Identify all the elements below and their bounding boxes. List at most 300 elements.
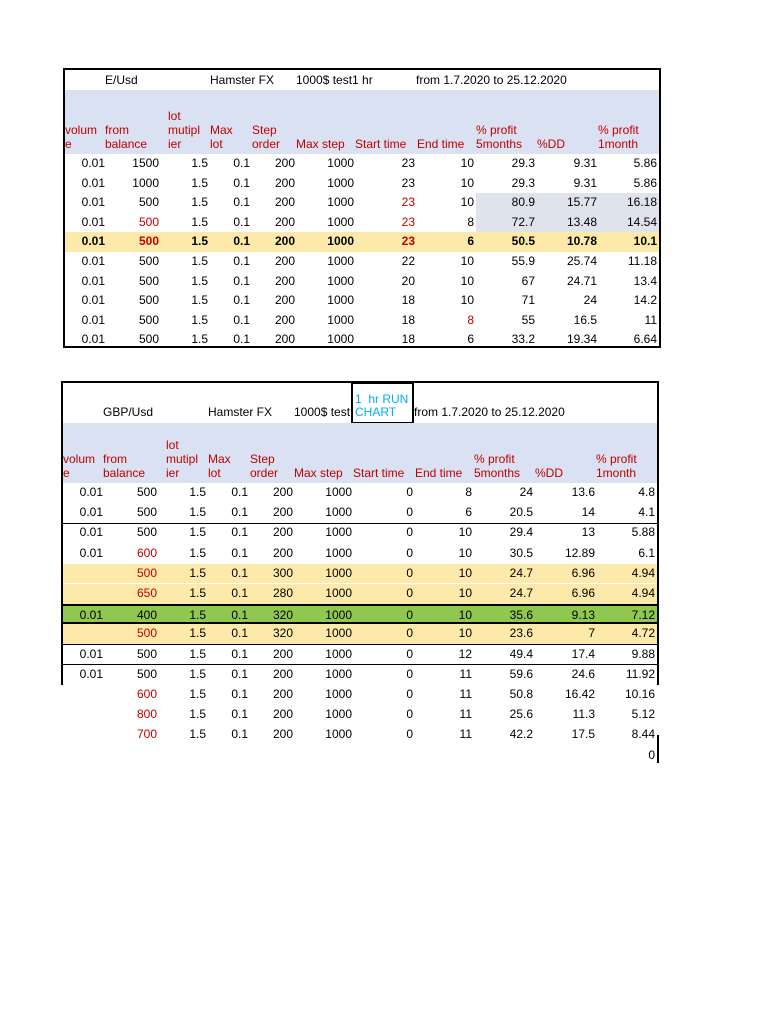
row-divider xyxy=(63,664,657,665)
cell-step-order: 200 xyxy=(274,175,295,190)
table1-pair-label: E/Usd xyxy=(105,73,138,87)
cell-start-time: 23 xyxy=(401,214,415,229)
cell-step-order: 200 xyxy=(274,214,295,229)
cell-end-time: 10 xyxy=(460,273,474,288)
gbpusd-table xyxy=(63,381,657,763)
cell-profit-5months: 23.6 xyxy=(509,626,533,641)
cell-profit-1month: 6.1 xyxy=(638,545,655,560)
cell-step-order: 200 xyxy=(274,312,295,327)
cell-step-order: 200 xyxy=(272,646,293,661)
cell-volume: 0.01 xyxy=(79,525,103,540)
cell-profit-1month: 14.54 xyxy=(626,214,657,229)
cell-end-time: 10 xyxy=(458,608,472,623)
cell-max-lot: 0.1 xyxy=(231,626,248,641)
cell-lot-multiplier: 1.5 xyxy=(191,273,208,288)
cell-from-balance: 700 xyxy=(136,727,157,742)
cell-lot-multiplier: 1.5 xyxy=(191,332,208,347)
cell-max-step: 1000 xyxy=(327,175,354,190)
table1-col-header-step-order: Step order xyxy=(252,123,281,151)
cell-profit-1month: 6.64 xyxy=(633,332,657,347)
cell-start-time: 18 xyxy=(401,293,415,308)
cell-profit-1month: 5.86 xyxy=(633,156,657,170)
cell-profit-5months: 71 xyxy=(521,293,535,308)
cell-start-time: 23 xyxy=(401,234,415,249)
cell-from-balance: 500 xyxy=(136,646,157,661)
cell-start-time: 0 xyxy=(406,485,413,499)
cell-volume: 0.01 xyxy=(81,312,105,327)
cell-max-lot: 0.1 xyxy=(231,666,248,681)
cell-max-step: 1000 xyxy=(327,254,354,268)
cell-max-step: 1000 xyxy=(327,312,354,327)
cell-start-time: 18 xyxy=(401,332,415,347)
cell-end-time: 10 xyxy=(458,525,472,540)
cell-end-time: 6 xyxy=(467,332,474,347)
cell-end-time: 6 xyxy=(465,505,472,520)
cell-max-step: 1000 xyxy=(325,727,352,742)
cell-volume: 0.01 xyxy=(81,254,105,268)
cell-dd: 6.96 xyxy=(571,586,595,600)
cell-step-order: 200 xyxy=(272,545,293,560)
table2-test-label: 1000$ test xyxy=(294,405,351,419)
cell-dd: 16.5 xyxy=(573,312,597,327)
cell-step-order: 200 xyxy=(274,195,295,210)
table1-title-row xyxy=(65,70,659,90)
cell-max-step: 1000 xyxy=(327,156,354,170)
cell-volume: 0.01 xyxy=(79,485,103,499)
cell-start-time: 0 xyxy=(406,525,413,540)
cell-end-time: 11 xyxy=(459,707,472,722)
table-row xyxy=(63,544,657,564)
cell-step-order: 300 xyxy=(272,565,293,580)
cell-profit-5months: 25.6 xyxy=(509,707,533,722)
cell-profit-1month: 10.1 xyxy=(633,234,657,249)
cell-lot-multiplier: 1.5 xyxy=(189,707,206,722)
table2-col-header-lot-multiplier: lot mutipl ier xyxy=(166,438,199,480)
cell-start-time: 23 xyxy=(401,175,415,190)
cell-max-lot: 0.1 xyxy=(233,234,250,249)
cell-dd: 17.4 xyxy=(571,646,595,661)
cell-profit-5months: 29.4 xyxy=(509,525,533,540)
table-row xyxy=(63,564,657,584)
table-row xyxy=(65,272,659,292)
cell-dd: 9.31 xyxy=(573,156,597,170)
cell-start-time: 0 xyxy=(406,545,413,560)
cell-step-order: 320 xyxy=(272,608,293,623)
cell-profit-1month: 9.88 xyxy=(631,646,655,661)
cell-max-step: 1000 xyxy=(327,234,354,249)
cell-max-lot: 0.1 xyxy=(233,254,250,268)
cell-end-time: 10 xyxy=(458,545,472,560)
cell-max-step: 1000 xyxy=(325,505,352,520)
cell-profit-1month: 7.12 xyxy=(631,608,655,623)
cell-start-time: 0 xyxy=(406,666,413,681)
table1-col-header-from-balance: from balance xyxy=(105,123,148,151)
table2-col-header-profit-5months: % profit 5months xyxy=(474,452,521,480)
cell-dd: 12.89 xyxy=(564,545,595,560)
table1-header xyxy=(65,90,659,154)
cell-max-step: 1000 xyxy=(325,485,352,499)
cell-step-order: 200 xyxy=(272,727,293,742)
cell-dd: 13.48 xyxy=(566,214,597,229)
cell-end-time: 10 xyxy=(460,156,474,170)
cell-profit-1month: 4.94 xyxy=(631,586,655,600)
table-row xyxy=(63,624,657,644)
cell-step-order: 200 xyxy=(272,707,293,722)
cell-profit-5months: 50.5 xyxy=(511,234,535,249)
table1-product-label: Hamster FX xyxy=(210,73,275,87)
cell-max-lot: 0.1 xyxy=(231,608,248,623)
cell-profit-5months: 55.9 xyxy=(511,254,535,268)
cell-dd: 10.78 xyxy=(566,234,597,249)
cell-dd: 24.71 xyxy=(566,273,597,288)
table2-col-header-step-order: Step order xyxy=(250,452,279,480)
cell-profit-1month: 8.44 xyxy=(631,727,655,742)
table1-col-header-max-lot: Max lot xyxy=(210,123,233,151)
table-row xyxy=(61,705,657,725)
cell-step-order: 200 xyxy=(274,254,295,268)
table-row xyxy=(63,483,657,503)
cell-dd: 19.34 xyxy=(566,332,597,347)
cell-end-time: 10 xyxy=(460,254,474,268)
cell-from-balance: 500 xyxy=(138,312,159,327)
table2-period-label: from 1.7.2020 to 25.12.2020 xyxy=(414,405,565,419)
table-row xyxy=(65,252,659,272)
cell-volume: 0.01 xyxy=(79,646,103,661)
table-row xyxy=(63,584,657,604)
cell-dd: 13.6 xyxy=(571,485,595,499)
cell-profit-1month: 11.18 xyxy=(627,254,657,268)
cell-profit-1month: 13.4 xyxy=(633,273,657,288)
cell-max-lot: 0.1 xyxy=(233,175,250,190)
cell-end-time: 10 xyxy=(458,586,472,600)
table-row xyxy=(65,193,659,213)
cell-max-lot: 0.1 xyxy=(231,565,248,580)
table1-col-header-profit-5months: % profit 5months xyxy=(476,123,523,151)
cell-lot-multiplier: 1.5 xyxy=(189,727,206,742)
cell-lot-multiplier: 1.5 xyxy=(189,485,206,499)
cell-max-lot: 0.1 xyxy=(231,525,248,540)
cell-profit-5months: 72.7 xyxy=(511,214,535,229)
cell-from-balance: 500 xyxy=(138,254,159,268)
cell-step-order: 200 xyxy=(274,156,295,170)
cell-profit-1month: 5.86 xyxy=(633,175,657,190)
cell-step-order: 200 xyxy=(272,485,293,499)
cell-start-time: 22 xyxy=(401,254,415,268)
cell-profit-1month: 10.16 xyxy=(624,687,655,701)
cell-profit-1month: 4.94 xyxy=(631,565,655,580)
table2-right-border-lower xyxy=(657,735,659,763)
table-row xyxy=(61,725,657,745)
cell-profit-5months: 35.6 xyxy=(509,608,533,623)
cell-end-time: 12 xyxy=(458,646,472,661)
cell-max-lot: 0.1 xyxy=(233,312,250,327)
table2-header xyxy=(63,423,657,483)
table1-col-header-lot-multiplier: lot mutipl ier xyxy=(168,109,201,151)
cell-end-time: 10 xyxy=(458,626,472,641)
table2-title-row xyxy=(63,383,657,423)
cell-step-order: 200 xyxy=(272,525,293,540)
cell-lot-multiplier: 1.5 xyxy=(189,646,206,661)
row-divider xyxy=(63,523,657,524)
table1-col-header-end-time: End time xyxy=(417,137,465,151)
cell-start-time: 0 xyxy=(406,505,413,520)
cell-dd: 15.77 xyxy=(566,195,597,210)
cell-lot-multiplier: 1.5 xyxy=(189,565,206,580)
cell-max-step: 1000 xyxy=(327,273,354,288)
cell-dd: 6.96 xyxy=(571,565,595,580)
cell-max-lot: 0.1 xyxy=(231,707,248,722)
cell-dd: 9.13 xyxy=(571,608,595,623)
cell-from-balance: 500 xyxy=(138,234,159,249)
cell-profit-1month: 4.72 xyxy=(631,626,655,641)
cell-lot-multiplier: 1.5 xyxy=(189,505,206,520)
cell-start-time: 18 xyxy=(401,312,415,327)
cell-end-time: 11 xyxy=(459,727,472,742)
cell-lot-multiplier: 1.5 xyxy=(189,666,206,681)
table-row xyxy=(63,604,657,624)
cell-end-time: 11 xyxy=(459,666,472,681)
cell-lot-multiplier: 1.5 xyxy=(191,293,208,308)
cell-profit-5months: 50.8 xyxy=(509,687,533,701)
cell-volume: 0.01 xyxy=(81,293,105,308)
cell-end-time: 10 xyxy=(460,175,474,190)
table1-col-header-volume: volum e xyxy=(65,123,98,151)
table1-period-label: from 1.7.2020 to 25.12.2020 xyxy=(416,73,567,87)
cell-volume: 0.01 xyxy=(79,545,103,560)
table2-col-header-volume: volum e xyxy=(63,452,96,480)
table-row xyxy=(63,665,657,685)
cell-end-time: 8 xyxy=(467,214,474,229)
table-row xyxy=(65,174,659,194)
cell-lot-multiplier: 1.5 xyxy=(191,156,208,170)
run-chart-link[interactable]: 1 hr RUN CHART xyxy=(351,382,414,424)
cell-from-balance: 500 xyxy=(138,273,159,288)
cell-end-time: 10 xyxy=(458,565,472,580)
table-row xyxy=(65,311,659,331)
cell-lot-multiplier: 1.5 xyxy=(189,608,206,623)
table2-right-border xyxy=(657,381,659,685)
cell-max-lot: 0.1 xyxy=(231,687,248,701)
table-row xyxy=(65,291,659,311)
cell-dd: 25.74 xyxy=(566,254,597,268)
cell-from-balance: 1000 xyxy=(132,175,159,190)
table1-test-label: 1000$ test1 hr xyxy=(296,73,373,87)
cell-profit-1month: 4.1 xyxy=(638,505,655,520)
cell-volume: 0.01 xyxy=(81,195,105,210)
cell-volume: 0.01 xyxy=(81,214,105,229)
cell-profit-1month: 5.88 xyxy=(631,525,655,540)
cell-step-order: 200 xyxy=(272,666,293,681)
cell-from-balance: 650 xyxy=(136,586,157,600)
cell-from-balance: 500 xyxy=(138,195,159,210)
cell-end-time: 8 xyxy=(467,312,474,327)
cell-volume: 0.01 xyxy=(79,608,103,623)
cell-dd: 9.31 xyxy=(573,175,597,190)
cell-from-balance: 500 xyxy=(136,565,157,580)
cell-max-lot: 0.1 xyxy=(233,214,250,229)
cell-profit-5months: 24.7 xyxy=(509,586,533,600)
cell-volume: 0.01 xyxy=(79,666,103,681)
cell-profit-1month: 11 xyxy=(644,312,657,327)
cell-profit-5months: 42.2 xyxy=(509,727,533,742)
cell-max-lot: 0.1 xyxy=(231,646,248,661)
table2-col-header-profit-1month: % profit 1month xyxy=(596,452,637,480)
cell-dd: 14 xyxy=(581,505,595,520)
cell-start-time: 23 xyxy=(401,156,415,170)
cell-lot-multiplier: 1.5 xyxy=(191,312,208,327)
table2-pair-label: GBP/Usd xyxy=(103,405,154,419)
table1-col-header-start-time: Start time xyxy=(355,137,407,151)
cell-max-step: 1000 xyxy=(325,646,352,661)
cell-max-step: 1000 xyxy=(325,608,352,623)
cell-dd: 24.6 xyxy=(571,666,595,681)
table-row xyxy=(63,503,657,523)
cell-max-step: 1000 xyxy=(325,565,352,580)
cell-max-step: 1000 xyxy=(327,214,354,229)
cell-start-time: 0 xyxy=(406,626,413,641)
cell-dd: 16.42 xyxy=(564,687,595,701)
cell-profit-1month: 5.12 xyxy=(631,707,655,722)
cell-lot-multiplier: 1.5 xyxy=(191,254,208,268)
cell-max-lot: 0.1 xyxy=(233,273,250,288)
cell-start-time: 20 xyxy=(401,273,415,288)
cell-max-lot: 0.1 xyxy=(231,586,248,600)
table2-col-header-max-step: Max step xyxy=(294,466,343,480)
cell-from-balance: 500 xyxy=(136,505,157,520)
cell-from-balance: 500 xyxy=(136,525,157,540)
table2-col-header-dd: %DD xyxy=(535,466,564,480)
cell-start-time: 0 xyxy=(406,687,413,701)
cell-lot-multiplier: 1.5 xyxy=(191,195,208,210)
table1-col-header-profit-1month: % profit 1month xyxy=(598,123,639,151)
cell-from-balance: 500 xyxy=(136,485,157,499)
table2-col-header-start-time: Start time xyxy=(353,466,405,480)
table1-col-header-max-step: Max step xyxy=(296,137,345,151)
cell-profit-1month: 11.92 xyxy=(625,666,655,681)
table2-col-header-max-lot: Max lot xyxy=(208,452,231,480)
cell-from-balance: 400 xyxy=(136,608,157,623)
table1-col-header-dd: %DD xyxy=(537,137,566,151)
cell-from-balance: 600 xyxy=(136,545,157,560)
cell-profit-5months: 24.7 xyxy=(509,565,533,580)
cell-end-time: 11 xyxy=(459,687,472,701)
cell-max-lot: 0.1 xyxy=(233,195,250,210)
cell-lot-multiplier: 1.5 xyxy=(191,175,208,190)
cell-from-balance: 500 xyxy=(138,293,159,308)
cell-lot-multiplier: 1.5 xyxy=(189,525,206,540)
cell-profit-5months: 20.5 xyxy=(509,505,533,520)
cell-end-time: 10 xyxy=(460,293,474,308)
cell-max-lot: 0.1 xyxy=(231,485,248,499)
cell-volume: 0.01 xyxy=(81,156,105,170)
cell-start-time: 0 xyxy=(406,646,413,661)
cell-profit-5months: 33.2 xyxy=(511,332,535,347)
cell-profit-1month: 0 xyxy=(648,747,655,762)
cell-from-balance: 800 xyxy=(136,707,157,722)
cell-dd: 13 xyxy=(581,525,595,540)
cell-profit-5months: 55 xyxy=(521,312,535,327)
cell-end-time: 10 xyxy=(460,195,474,210)
cell-step-order: 200 xyxy=(274,293,295,308)
cell-lot-multiplier: 1.5 xyxy=(189,545,206,560)
table-row xyxy=(61,685,657,705)
cell-volume: 0.01 xyxy=(79,505,103,520)
cell-max-lot: 0.1 xyxy=(231,727,248,742)
cell-profit-5months: 29.3 xyxy=(511,175,535,190)
cell-max-lot: 0.1 xyxy=(233,156,250,170)
cell-from-balance: 1500 xyxy=(132,156,159,170)
cell-step-order: 200 xyxy=(274,234,295,249)
cell-max-step: 1000 xyxy=(327,293,354,308)
table2-product-label: Hamster FX xyxy=(208,405,273,419)
cell-from-balance: 500 xyxy=(138,332,159,347)
cell-profit-1month: 14.2 xyxy=(633,293,657,308)
cell-profit-1month: 4.8 xyxy=(638,485,655,499)
cell-step-order: 280 xyxy=(272,586,293,600)
cell-profit-5months: 30.5 xyxy=(509,545,533,560)
cell-start-time: 0 xyxy=(406,707,413,722)
table2-left-border xyxy=(61,381,63,685)
eurusd-table xyxy=(63,68,661,348)
cell-profit-5months: 24 xyxy=(519,485,533,499)
cell-dd: 11.3 xyxy=(572,707,595,722)
cell-step-order: 200 xyxy=(272,505,293,520)
table-row xyxy=(63,645,657,665)
cell-profit-1month: 16.18 xyxy=(626,195,657,210)
cell-max-step: 1000 xyxy=(325,586,352,600)
cell-step-order: 200 xyxy=(272,687,293,701)
cell-volume: 0.01 xyxy=(81,175,105,190)
cell-from-balance: 500 xyxy=(136,666,157,681)
cell-dd: 24 xyxy=(583,293,597,308)
cell-lot-multiplier: 1.5 xyxy=(189,687,206,701)
table2-col-header-from-balance: from balance xyxy=(103,452,146,480)
cell-max-step: 1000 xyxy=(325,666,352,681)
cell-max-step: 1000 xyxy=(327,195,354,210)
cell-max-lot: 0.1 xyxy=(231,505,248,520)
table-row xyxy=(63,523,657,543)
cell-volume: 0.01 xyxy=(81,234,105,249)
cell-from-balance: 500 xyxy=(138,214,159,229)
table-row xyxy=(65,154,659,174)
cell-dd: 17.5 xyxy=(571,727,595,742)
cell-max-step: 1000 xyxy=(325,687,352,701)
cell-start-time: 0 xyxy=(406,586,413,600)
cell-dd: 7 xyxy=(588,626,595,641)
cell-max-step: 1000 xyxy=(327,332,354,347)
cell-max-lot: 0.1 xyxy=(233,293,250,308)
cell-max-step: 1000 xyxy=(325,525,352,540)
cell-start-time: 0 xyxy=(406,565,413,580)
cell-profit-5months: 49.4 xyxy=(509,646,533,661)
cell-max-lot: 0.1 xyxy=(233,332,250,347)
cell-lot-multiplier: 1.5 xyxy=(189,626,206,641)
cell-max-step: 1000 xyxy=(325,545,352,560)
cell-start-time: 0 xyxy=(406,727,413,742)
cell-step-order: 200 xyxy=(274,273,295,288)
cell-end-time: 6 xyxy=(467,234,474,249)
cell-profit-5months: 67 xyxy=(521,273,535,288)
cell-max-lot: 0.1 xyxy=(231,545,248,560)
cell-max-step: 1000 xyxy=(325,626,352,641)
cell-profit-5months: 29.3 xyxy=(511,156,535,170)
row-divider xyxy=(63,644,657,645)
cell-profit-5months: 59.6 xyxy=(509,666,533,681)
table-row xyxy=(65,213,659,233)
cell-volume: 0.01 xyxy=(81,273,105,288)
cell-end-time: 8 xyxy=(465,485,472,499)
cell-start-time: 0 xyxy=(406,608,413,623)
